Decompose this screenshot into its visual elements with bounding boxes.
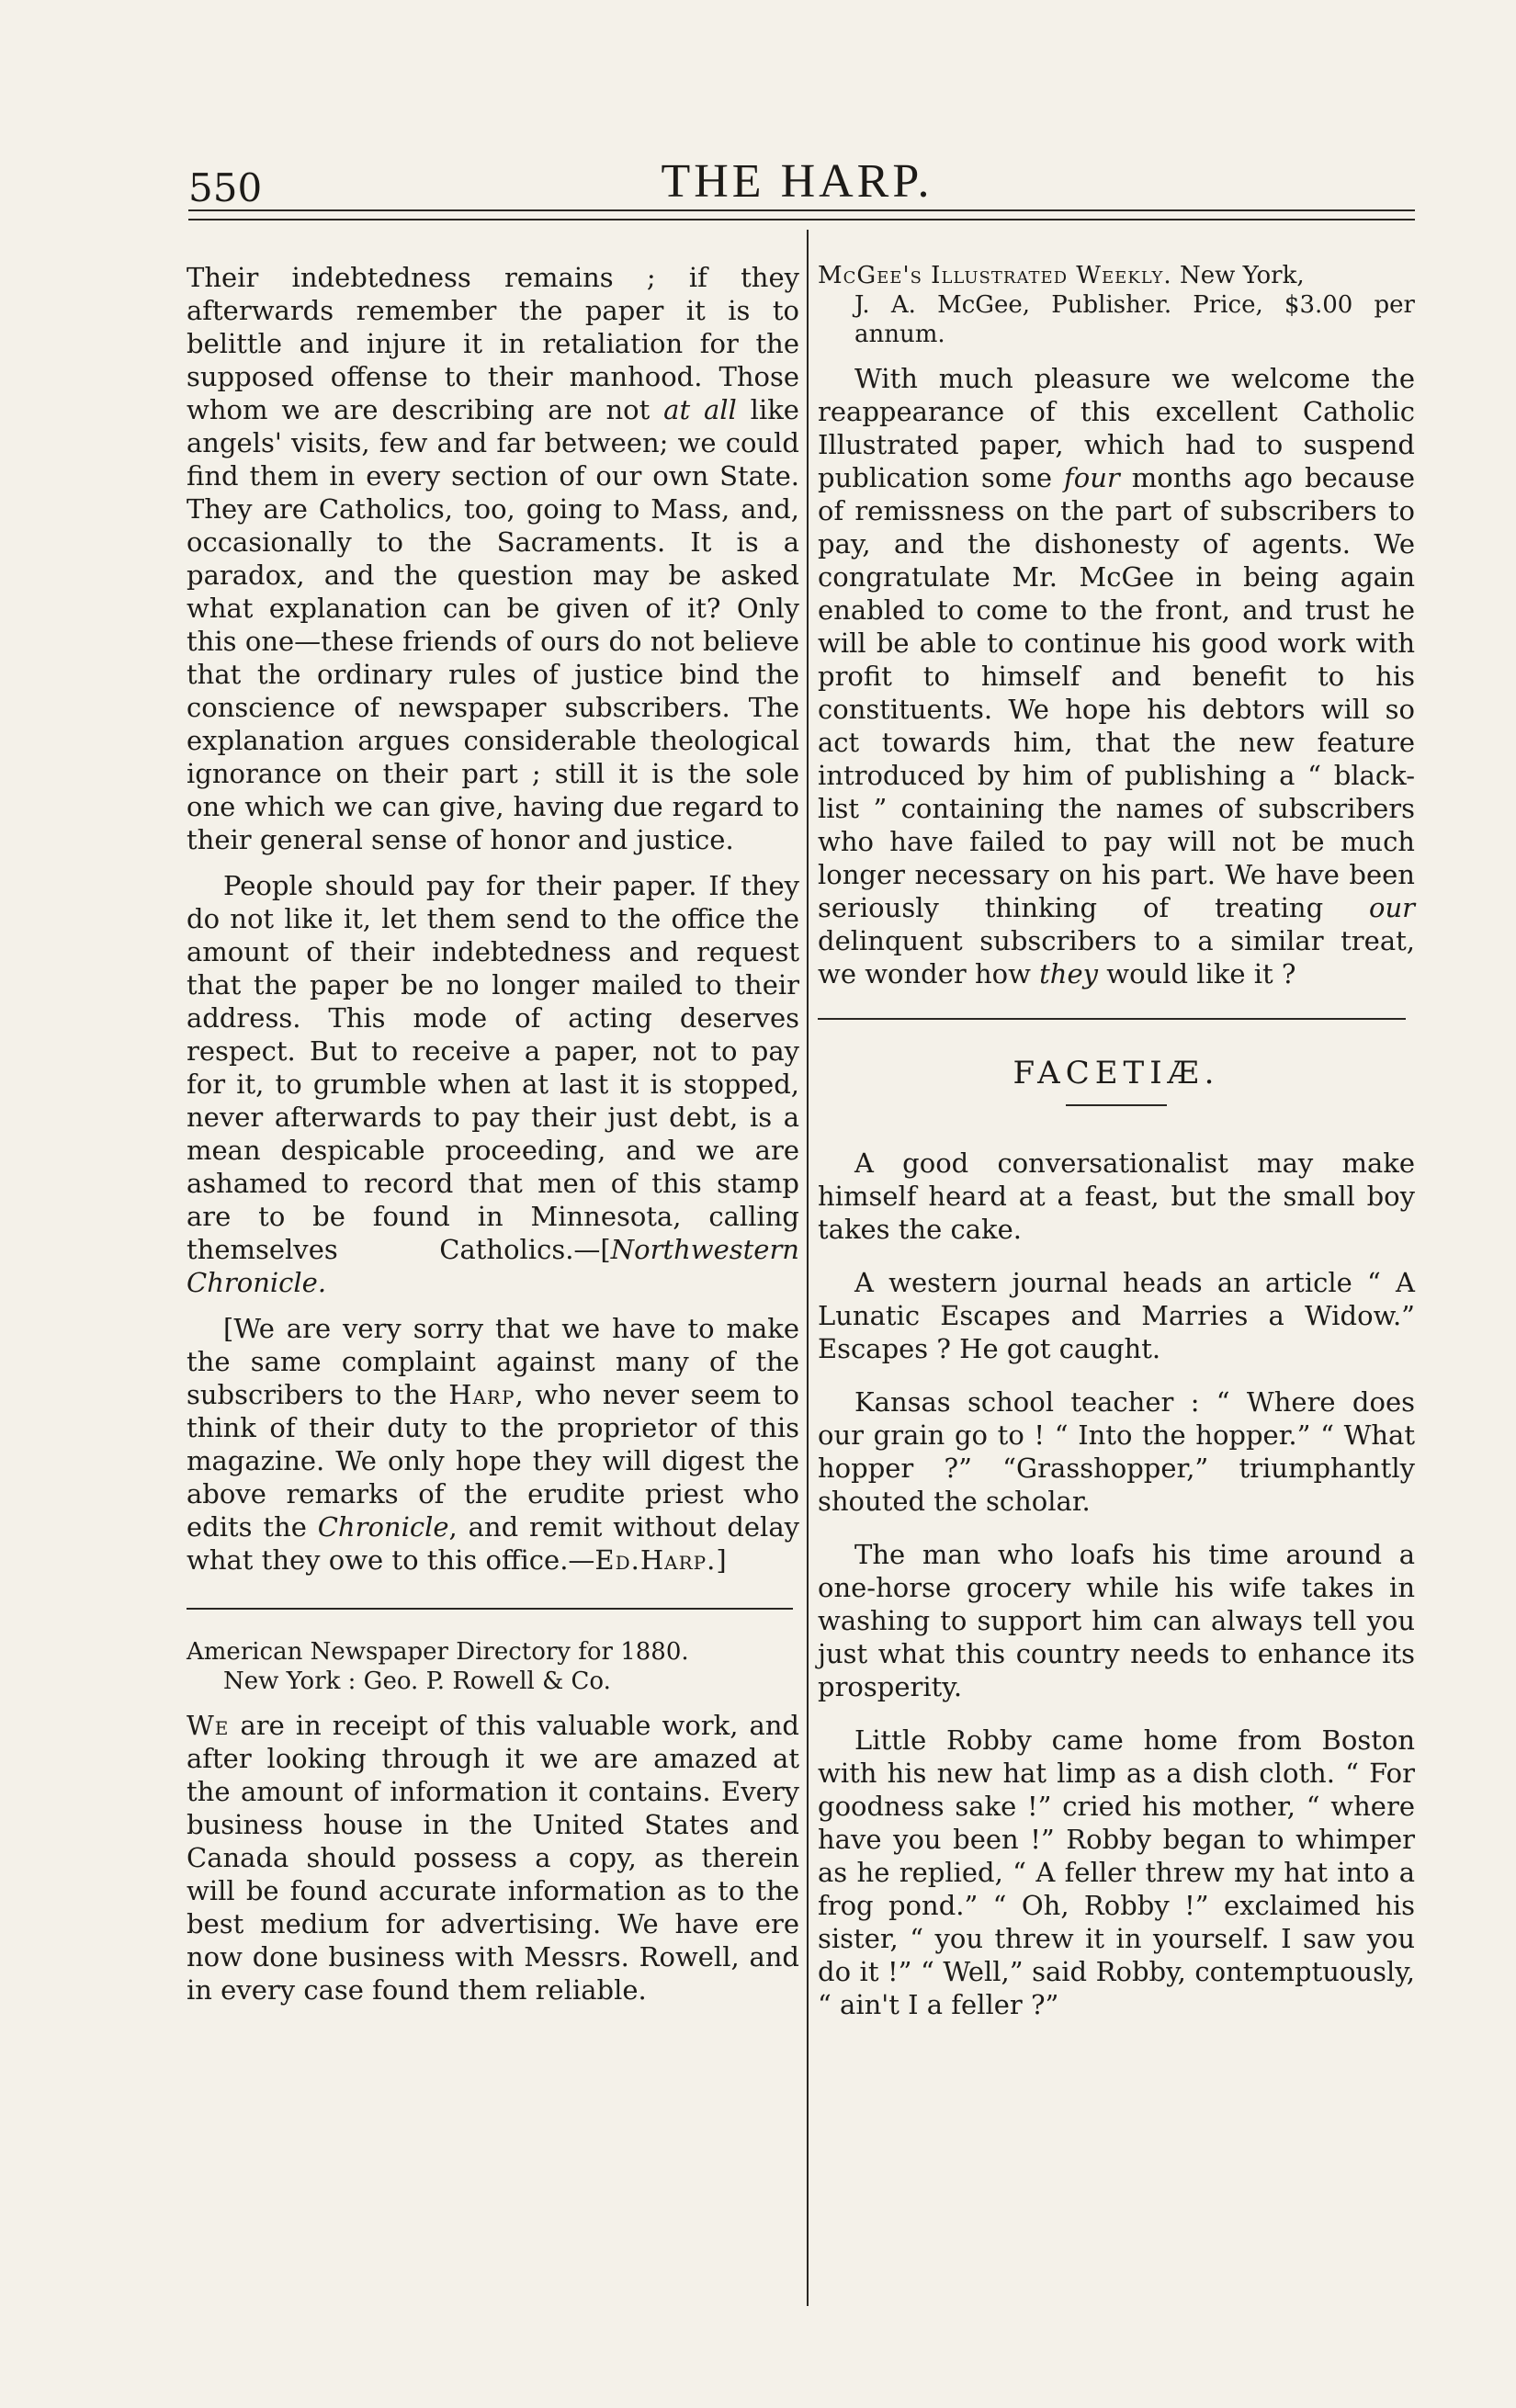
joke-paragraph: Kansas school teacher : “ Where does our grain go to ! “ Into the hopper.” “ What hopper ?” “Grasshopper,” triumphantly shouted the scholar. — [818, 1386, 1415, 1517]
column-divider — [807, 230, 809, 2306]
left-column — [187, 261, 799, 2019]
section-rule — [187, 1608, 793, 1610]
editor-note: [We are very sorry that we have to make the same complaint against many of the subscribers to the Harp, who never seem to think of their duty to the proprietor of this magazine. We only hope they will digest the above remarks of the erudite priest who edits the Chronicle, and remit without delay what they owe to this office.—Ed.Harp.] — [187, 1313, 800, 1576]
masthead-title: THE HARP. — [661, 155, 933, 208]
page-header — [179, 129, 1415, 211]
page-number: 550 — [188, 165, 263, 210]
joke-paragraph: A good conversationalist may make himself heard at a feast, but the small boy takes the cake. — [818, 1147, 1415, 1245]
directory-notice: American Newspaper Directory for 1880. New York : Geo. P. Rowell & Co. — [187, 1638, 689, 1695]
joke-paragraph: Little Robby came home from Boston with his new hat limp as a dish cloth. “ For goodness sake !” cried his mother, “ where have you been !” Robby began to whimper as he replied, “ A feller threw my hat into a frog pond.” “ Oh, Robby !” exclaimed his sister, “ you threw it in yourself. I saw you do it !” “ Well,” said Robby, contemptuously, “ ain't I a feller ?” — [818, 1724, 1415, 2020]
joke-paragraph: A western journal heads an article “ A Lunatic Escapes and Marries a Widow.” Escapes ? He got caught. — [818, 1267, 1415, 1364]
right-column — [818, 261, 1415, 2041]
mcgee-review: With much pleasure we welcome the reappearance of this excellent Catholic Illustrated paper, which had to suspend publication some four months ago because of remissness on the part of subscribers to pay, and the dishonesty of agents. We congratulate Mr. McGee in being again enabled to come to the front, and trust he will be able to continue his good work with profit to himself and benefit to his constituents. We hope his debtors will so act towards him, that the new feature introduced by him of publishing a “ black-list ” containing the names of subscribers who have failed to pay will not be much longer necessary on his part. We have been seriously thinking of treating our delinquent subscribers to a similar treat, we wonder how they would like it ? — [818, 363, 1415, 989]
article-paragraph: Their indebtedness remains ; if they afterwards remember the paper it is to belittle and injure it in retaliation for the supposed offense to their manhood. Those whom we are describing are not at all like angels' visits, few and far between; we could find them in every section of our own State. They are Catholics, too, going to Mass, and, occasionally to the Sacraments. It is a paradox, and the question may be asked what explanation can be given of it? Only this one—these friends of ours do not believe that the ordinary rules of justice bind the conscience of newspaper subscribers. The explanation argues considerable theological ignorance on their part ; still it is the sole one which we can give, having due regard to their general sense of honor and justice. — [187, 262, 799, 855]
mcgee-notice: McGee's Illustrated Weekly. New York, J. A. McGee, Publisher. Price, $3.00 per annum. — [818, 262, 1415, 348]
joke-paragraph: The man who loafs his time around a one-horse grocery while his wife takes in washing to support him can always tell you just what this country needs to enhance its prosperity. — [818, 1539, 1415, 1702]
facetiae-heading: FACETIÆ. — [1013, 1055, 1220, 1091]
header-rule-top — [188, 209, 1415, 211]
article-paragraph: People should pay for their paper. If they do not like it, let them send to the office the amount of their indebtedness and request that the paper be no longer mailed to their address. This mode of acting deserves respect. But to receive a paper, not to pay for it, to grumble when at last it is stopped, never afterwards to pay their just debt, is a mean despicable proceeding, and we are ashamed to record that men of this stamp are to be found in Minnesota, calling themselves Catholics.—[Northwestern Chronicle. — [187, 870, 799, 1298]
header-rule-bottom — [188, 219, 1415, 220]
directory-review: We are in receipt of this valuable work, and after looking through it we are amazed at the amount of information it contains. Every business house in the United States and Canada should possess a copy, as therein will be found accurate information as to the best medium for advertising. We have ere now done business with Messrs. Rowell, and in every case found them reliable. — [187, 1710, 799, 2006]
heading-rule — [1066, 1104, 1167, 1106]
section-rule — [818, 1018, 1406, 1020]
